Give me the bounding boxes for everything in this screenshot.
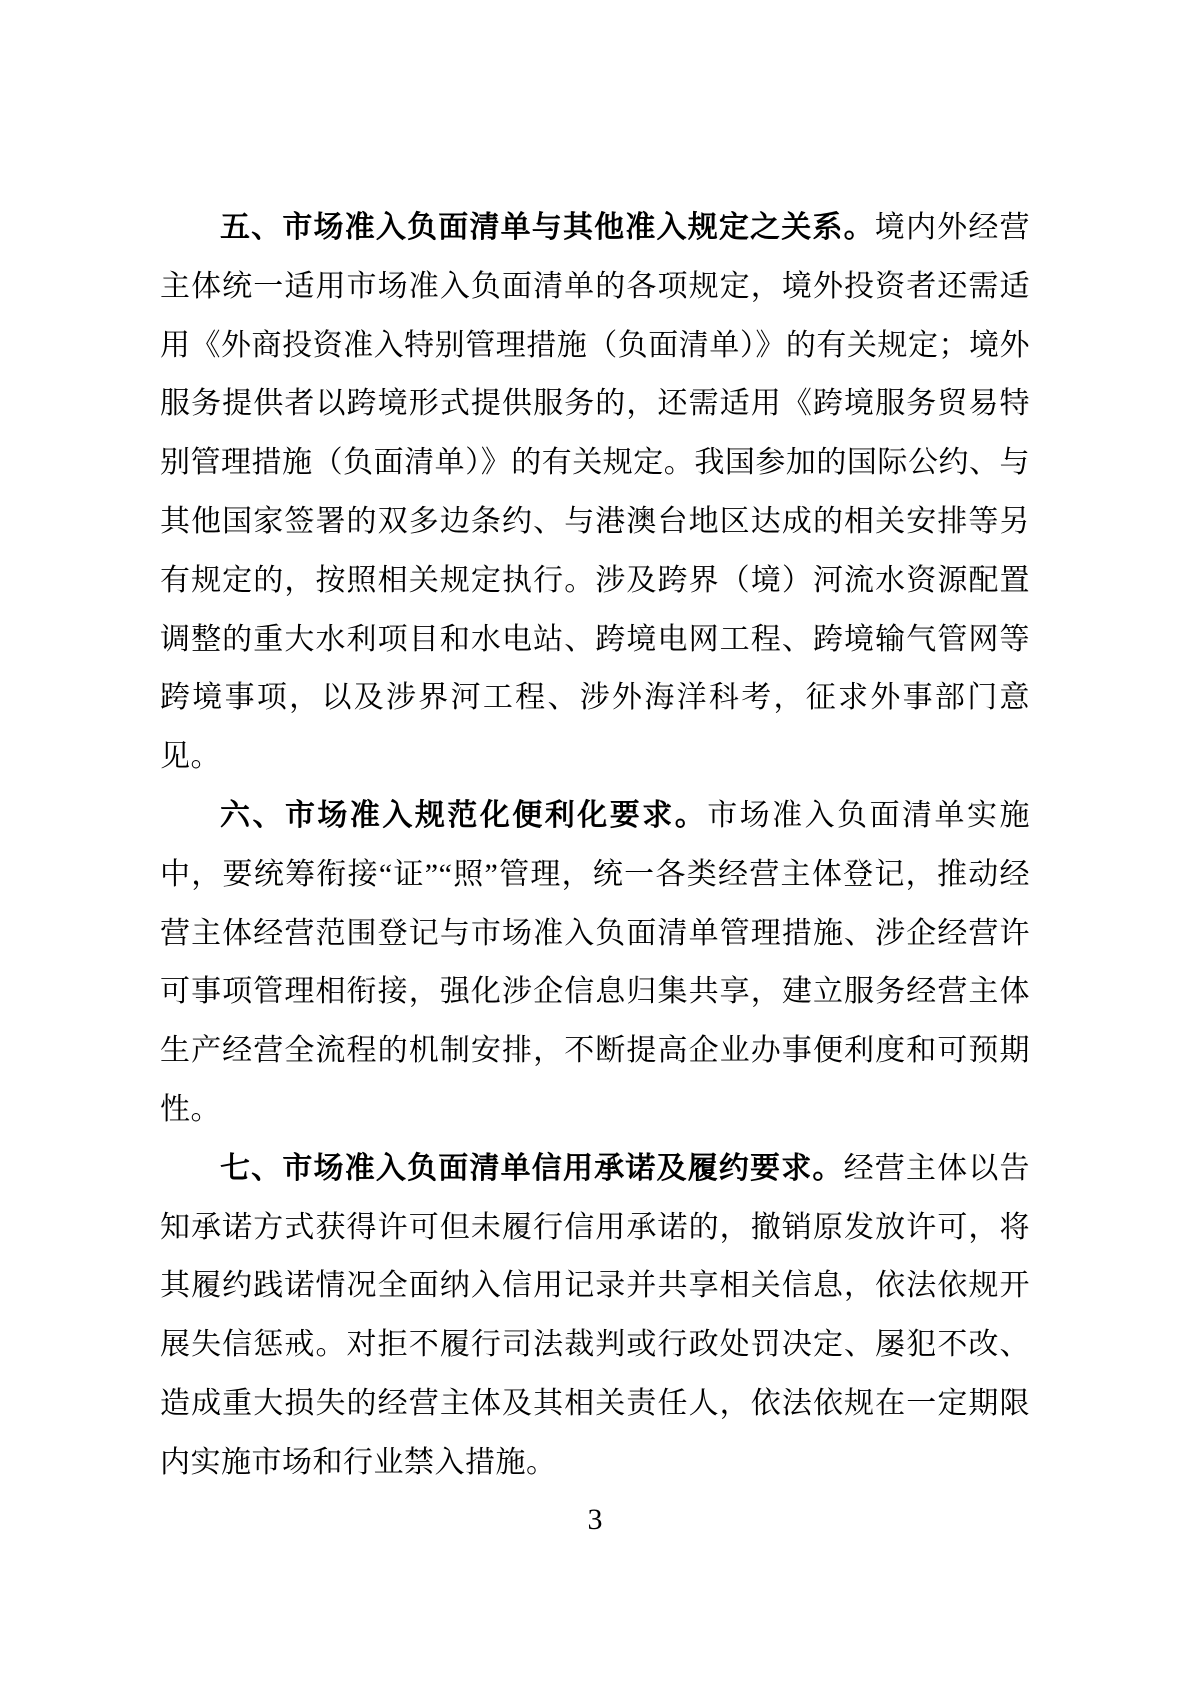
paragraph-heading: 五、市场准入负面清单与其他准入规定之关系。 (220, 211, 875, 244)
paragraph (160, 787, 1030, 1140)
paragraph-heading: 六、市场准入规范化便利化要求。 (220, 798, 708, 832)
page-number: 3 (587, 1503, 603, 1536)
paragraph-body: 境内外经营主体统一适用市场准入负面清单的各项规定，境外投资者还需适用《外商投资准入特别管理措施（负面清单）》的有关规定；境外服务提供者以跨境形式提供服务的，还需适用《跨境服务贸易特别管理措施（负面清单）》的有关规定。我国参加的国际公约、与其他国家签署的双多边条约、与港澳台地区达成的相关安排等另有规定的，按照相关规定执行。涉及跨界（境）河流水资源配置调整的重大水利项目和水电站、跨境电网工程、跨境输气管网等跨境事项，以及涉界河工程、涉外海洋科考，征求外事部门意见。 (160, 211, 1031, 774)
paragraph-body: 经营主体以告知承诺方式获得许可但未履行信用承诺的，撤销原发放许可，将其履约践诺情况全面纳入信用记录并共享相关信息，依法依规开展失信惩戒。对拒不履行司法裁判或行政处罚决定、屡犯不改、造成重大损失的经营主体及其相关责任人，依法依规在一定期限内实施市场和行业禁入措施。 (160, 1151, 1031, 1479)
paragraph-body: 市场准入负面清单实施中，要统筹衔接“证”“照”管理，统一各类经营主体登记，推动经营主体经营范围登记与市场准入负面清单管理措施、涉企经营许可事项管理相衔接，强化涉企信息归集共享，建立服务经营主体生产经营全流程的机制安排，不断提高企业办事便利度和可预期性。 (160, 798, 1030, 1126)
paragraph (160, 1140, 1030, 1493)
paragraph (160, 199, 1030, 787)
document-body (160, 199, 1030, 1493)
paragraph-heading: 七、市场准入负面清单信用承诺及履约要求。 (220, 1151, 844, 1185)
